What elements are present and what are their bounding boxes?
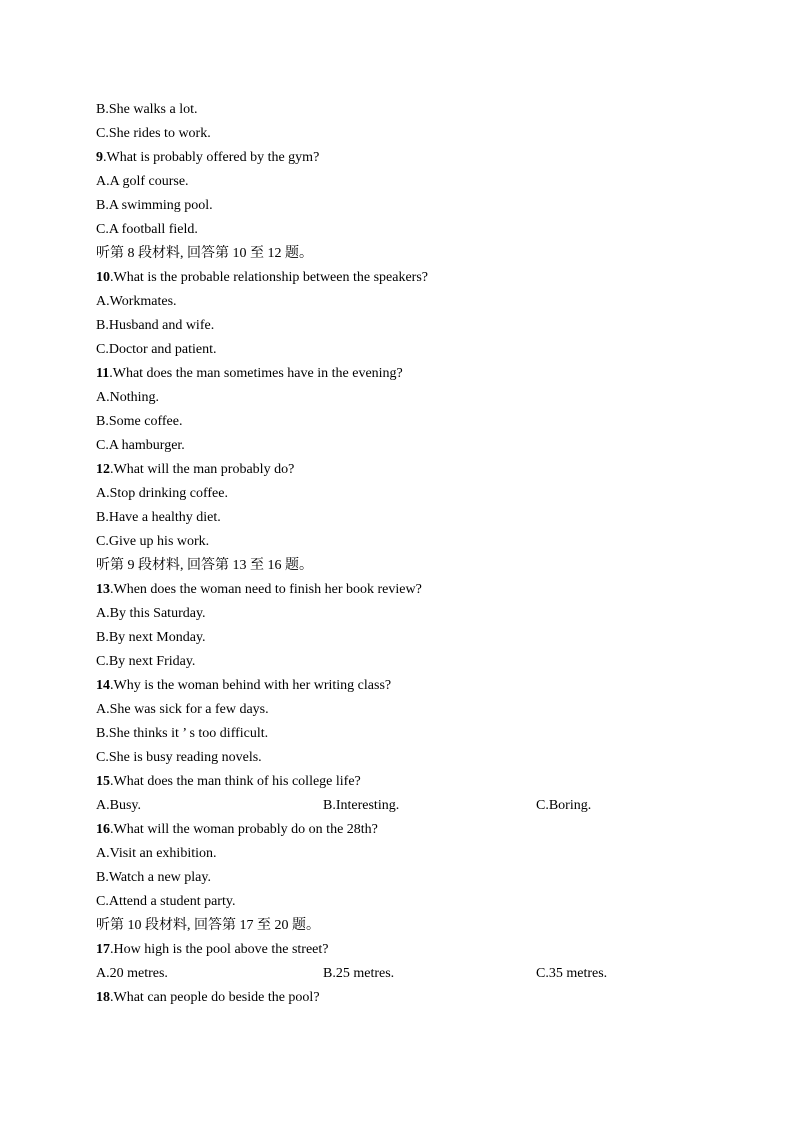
question-line [96, 770, 716, 794]
question-number: 17 [96, 942, 110, 957]
question-line [96, 458, 716, 482]
option-text: A.Busy. [96, 798, 141, 813]
question-line [96, 818, 716, 842]
question-text: .What is the probable relationship between the speakers? [110, 270, 428, 285]
question-number: 15 [96, 774, 110, 789]
question-text: .How high is the pool above the street? [110, 942, 329, 957]
question-number: 18 [96, 990, 110, 1005]
question-number: 10 [96, 270, 110, 285]
question-line [96, 578, 716, 602]
question-number: 14 [96, 678, 110, 693]
option-line: A.Visit an exhibition. [96, 846, 217, 861]
option-line: A.She was sick for a few days. [96, 702, 269, 717]
question-text: .What will the man probably do? [110, 462, 295, 477]
option-line: B.Some coffee. [96, 414, 183, 429]
option-line: B.Have a healthy diet. [96, 510, 221, 525]
question-text: .What will the woman probably do on the 28th? [110, 822, 378, 837]
option-line: C.A hamburger. [96, 438, 185, 453]
question-line [96, 674, 716, 698]
option-line: B.She thinks it ’ s too difficult. [96, 726, 269, 741]
option-line: B.She walks a lot. [96, 102, 198, 117]
question-text: .What is probably offered by the gym? [103, 150, 320, 165]
option-line: B.By next Monday. [96, 630, 206, 645]
section-heading: 听第 9 段材料, 回答第 13 至 16 题。 [96, 558, 313, 573]
option-line: B.A swimming pool. [96, 198, 213, 213]
section-heading: 听第 10 段材料, 回答第 17 至 20 题。 [96, 918, 320, 933]
option-text: C.Boring. [536, 798, 592, 813]
question-line [96, 266, 716, 290]
option-text: B.25 metres. [323, 966, 395, 981]
option-line: C.She rides to work. [96, 126, 211, 141]
question-line [96, 362, 716, 386]
question-number: 12 [96, 462, 110, 477]
option-line: A.Workmates. [96, 294, 177, 309]
option-text: A.20 metres. [96, 966, 168, 981]
option-row [96, 962, 716, 986]
question-text: .Why is the woman behind with her writing class? [110, 678, 392, 693]
document-content [96, 98, 716, 1010]
option-text: C.35 metres. [536, 966, 608, 981]
option-line: C.Doctor and patient. [96, 342, 217, 357]
option-row [96, 794, 716, 818]
option-line: A.Nothing. [96, 390, 159, 405]
option-line: B.Husband and wife. [96, 318, 215, 333]
question-text: .What does the man think of his college life? [110, 774, 361, 789]
question-text: .What does the man sometimes have in the evening? [109, 366, 403, 381]
question-number: 13 [96, 582, 110, 597]
option-text: B.Interesting. [323, 798, 400, 813]
option-line: C.She is busy reading novels. [96, 750, 262, 765]
section-heading: 听第 8 段材料, 回答第 10 至 12 题。 [96, 246, 313, 261]
question-number: 11 [96, 366, 110, 381]
option-line: A.Stop drinking coffee. [96, 486, 228, 501]
option-line: C.Attend a student party. [96, 894, 236, 909]
question-line [96, 986, 716, 1010]
question-number: 9 [96, 150, 103, 165]
question-line [96, 146, 716, 170]
question-text: .When does the woman need to finish her book review? [110, 582, 422, 597]
option-line: B.Watch a new play. [96, 870, 211, 885]
option-line: A.By this Saturday. [96, 606, 206, 621]
question-line [96, 938, 716, 962]
option-line: C.By next Friday. [96, 654, 196, 669]
option-line: A.A golf course. [96, 174, 189, 189]
question-text: .What can people do beside the pool? [110, 990, 320, 1005]
option-line: C.Give up his work. [96, 534, 210, 549]
question-number: 16 [96, 822, 110, 837]
option-line: C.A football field. [96, 222, 198, 237]
